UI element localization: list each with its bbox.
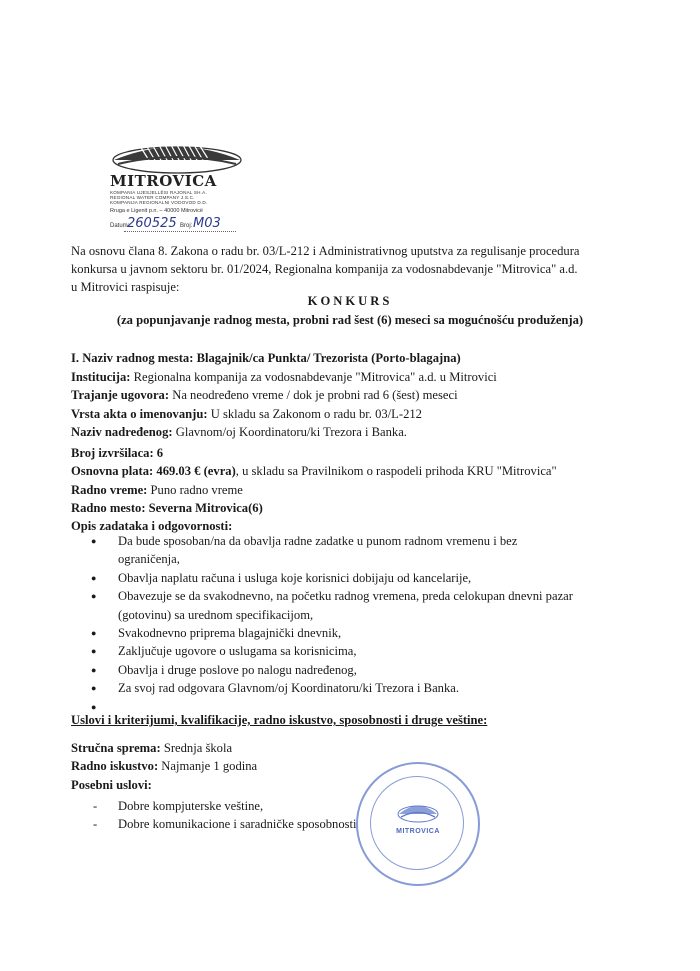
intro-line: Na osnovu člana 8. Zakona o radu br. 03/L-212 i Administrativnog uputstva za regulisanje procedura	[71, 244, 580, 258]
special-condition-item: - Dobre kompjuterske veštine,	[91, 797, 357, 815]
position-section	[71, 349, 497, 442]
task-item: ● Za svoj rad odgovara Glavnom/oj Koordinatoru/ki Trezora i Banka.	[91, 679, 573, 697]
logo-subtitle-line: KOMPANIJA REGIONALNI VODOVOD D.D.	[110, 200, 208, 205]
document-title: KONKURS	[307, 294, 393, 308]
duration-label: Trajanje ugovora:	[71, 388, 170, 403]
duration-row	[71, 386, 497, 405]
special-condition-item: - Dobre komunikacione i saradničke sposobnosti	[91, 815, 357, 833]
education-value: Srednja škola	[163, 741, 233, 755]
company-logo	[110, 140, 245, 233]
executors-count: Broj izvršilaca: 6	[71, 446, 164, 460]
company-address: Rruga e Ligenit p.n. – 40000 Mitrovicë	[110, 208, 203, 214]
reference-underline	[124, 231, 236, 232]
position-name-value: Blagajnik/ca Punkta/ Trezorista (Porto-blagajna)	[196, 351, 461, 365]
task-item: ● Zaključuje ugovore o uslugama sa korisnicima,	[91, 642, 573, 660]
task-item: ● Obavlja i druge poslove po nalogu nadređenog,	[91, 661, 573, 679]
education-label: Stručna sprema:	[71, 741, 161, 755]
superior-value: Glavnom/oj Koordinatoru/ki Trezora i Banka.	[175, 425, 407, 440]
intro-line: u Mitrovici raspisuje:	[71, 280, 180, 294]
act-row	[71, 405, 497, 424]
special-conditions-list	[91, 797, 357, 834]
number-label: Broj:	[180, 223, 193, 229]
water-company-emblem-icon	[110, 140, 245, 174]
experience-row	[71, 757, 257, 775]
task-item-continuation: (gotovinu) sa urednom specifikacijom,	[118, 607, 314, 622]
reference-line	[110, 217, 245, 233]
tasks-list	[91, 532, 573, 716]
details-section	[71, 444, 557, 535]
document-subtitle: (za popunjavanje radnog mesta, probni rad šest (6) meseci sa mogućnošću produženja)	[116, 313, 584, 327]
act-value: U skladu sa Zakonom o radu br. 03/L-212	[210, 406, 422, 421]
worktime-value: Puno radno vreme	[150, 482, 243, 497]
intro-line: konkursa u javnom sektoru br. 01/2024, Regionalna kompanija za vodosnabdevanje "Mitrovica" a.d.	[71, 262, 578, 276]
salary-label: Osnovna plata:	[71, 464, 154, 479]
logo-title: MITROVICA	[110, 172, 217, 190]
duration-value: Na neodređeno vreme / dok je probni rad 6 (šest) meseci	[172, 388, 458, 403]
task-item: ● Da bude sposoban/na da obavlja radne zadatke u punom radnom vremenu i bez	[91, 532, 573, 550]
conditions-heading: Uslovi i kriterijumi, kvalifikacije, radno iskustvo, sposobnosti i druge veštine:	[71, 713, 488, 727]
task-item-continuation: ograničenja,	[118, 552, 180, 567]
position-name-label: I. Naziv radnog mesta:	[71, 351, 194, 365]
salary-note: , u skladu sa Pravilnikom o raspodeli prihoda KRU "Mitrovica"	[235, 464, 557, 479]
act-label: Vrsta akta o imenovanju:	[71, 406, 208, 421]
salary-row	[71, 462, 557, 480]
task-item: ● Obavlja naplatu računa i usluga koje korisnici dobijaju od kancelarije,	[91, 569, 573, 587]
institution-label: Institucija:	[71, 369, 131, 384]
stamp-emblem-icon	[396, 800, 440, 824]
institution-value: Regionalna kompanija za vodosnabdevanje "Mitrovica" a.d. u Mitrovici	[133, 369, 497, 384]
tasks-heading: Opis zadataka i odgovornosti:	[71, 519, 233, 534]
stamp-text: MITROVICA	[396, 828, 440, 835]
experience-label: Radno iskustvo:	[71, 759, 159, 774]
logo-subtitle-line: KOMPANIA UJESJELLËSI RAJONAL SH.A.	[110, 190, 207, 195]
qualifications-section	[71, 739, 257, 794]
education-row	[71, 739, 257, 757]
worktime-row	[71, 481, 557, 499]
superior-row	[71, 423, 497, 442]
experience-value: Najmanje 1 godina	[161, 759, 258, 774]
company-stamp	[356, 762, 480, 886]
position-name-row	[71, 349, 497, 368]
institution-row	[71, 368, 497, 387]
superior-label: Naziv nadređenog:	[71, 425, 173, 440]
logo-subtitle-line: REGIONAL WATER COMPANY J.S.C.	[110, 195, 195, 200]
task-item: ● Obavezuje se da svakodnevno, na početku radnog vremena, preda celokupan dnevni pazar	[91, 587, 573, 605]
salary-value: 469.03 € (evra)	[156, 464, 236, 479]
date-value: 260525	[127, 216, 177, 231]
task-item: ● Svakodnevno priprema blagajnički dnevnik,	[91, 624, 573, 642]
intro-paragraph	[71, 242, 580, 296]
special-conditions-heading: Posebni uslovi:	[71, 777, 152, 792]
work-place: Radno mesto: Severna Mitrovica(6)	[71, 500, 263, 515]
date-label: Datum:	[110, 223, 130, 229]
worktime-label: Radno vreme:	[71, 482, 148, 497]
number-value: M03	[193, 216, 221, 231]
